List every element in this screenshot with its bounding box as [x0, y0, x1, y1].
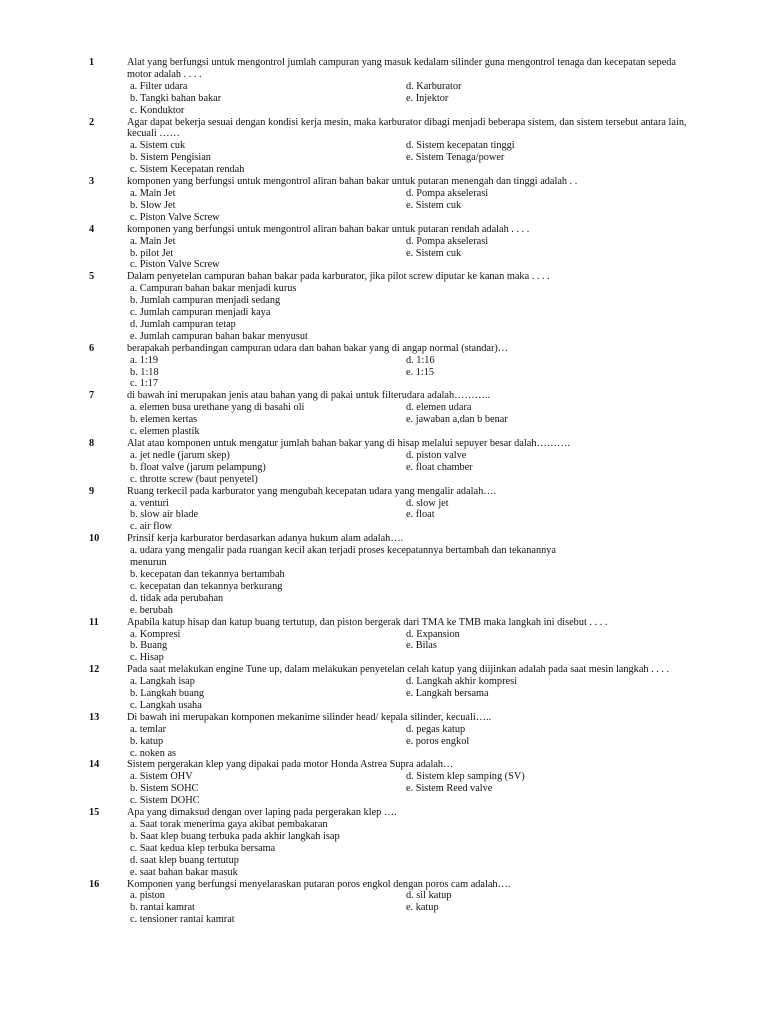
question-number: 14: [89, 759, 100, 771]
answer-option: e. saat bahan bakar masuk: [130, 866, 238, 878]
answer-options: [127, 81, 687, 117]
answer-option: a. Langkah isap: [130, 676, 195, 688]
answer-options: [127, 236, 687, 272]
answer-option: b. Jumlah campuran menjadi sedang: [130, 295, 281, 307]
answer-option: b. elemen kertas: [130, 414, 198, 426]
question-item: [0, 343, 768, 391]
answer-option: c. kecepatan dan tekannya berkurang: [130, 580, 283, 592]
answer-options: [127, 890, 687, 926]
question-item: [0, 390, 768, 438]
question-number: 10: [89, 533, 100, 545]
answer-options: [127, 498, 687, 534]
question-text: Alat yang berfungsi untuk mengontrol jumlah campuran yang masuk kedalam silinder guna mengontrol tenaga dan kecepatan sepeda motor adalah . . . .: [127, 57, 676, 80]
answer-option: e. jawaban a,dan b benar: [406, 414, 508, 426]
answer-option: b. Buang: [130, 640, 168, 652]
answer-option: e. 1:15: [406, 366, 435, 378]
answer-option: d. Sistem kecepatan tinggi: [406, 140, 515, 152]
answer-option: c. throtte screw (baut penyetel): [130, 473, 258, 485]
question-number: 7: [89, 390, 95, 402]
answer-option: a. Sistem cuk: [130, 140, 186, 152]
answer-option: e. Sistem Tenaga/power: [406, 152, 505, 164]
answer-option: d. slow jet: [406, 497, 449, 509]
answer-option: b. Slow Jet: [130, 199, 176, 211]
question-item: [0, 224, 768, 272]
answer-option: d. Pompa akselerasi: [406, 187, 489, 199]
answer-option: c. air flow: [130, 521, 173, 533]
question-item: [0, 271, 768, 342]
answer-option: e. berubah: [130, 604, 173, 616]
answer-option: d. saat klep buang tertutup: [130, 854, 239, 866]
answer-option: a. Saat torak menerima gaya akibat pembakaran: [130, 819, 328, 830]
answer-option: d. Pompa akselerasi: [406, 235, 489, 247]
question-text: Sistem pergerakan klep yang dipakai pada motor Honda Astrea Supra adalah…: [127, 759, 454, 771]
answer-option: c. Piston Valve Screw: [130, 259, 220, 271]
answer-option: a. Kompresi: [130, 628, 181, 640]
answer-option: b. pilot Jet: [130, 247, 174, 259]
answer-option: b. katup: [130, 735, 164, 747]
question-text: Apa yang dimaksud dengan over laping pada pergerakan klep ….: [127, 807, 397, 819]
question-number: 9: [89, 485, 95, 497]
answer-option: a. venturi: [130, 497, 169, 509]
answer-option: c. Konduktor: [130, 104, 185, 116]
question-number: 13: [89, 711, 100, 723]
answer-option: c. Piston Valve Screw: [130, 211, 220, 223]
answer-option: c. Sistem DOHC: [130, 795, 200, 807]
question-number: 11: [89, 616, 99, 628]
answer-option: c. Sistem Kecepatan rendah: [130, 164, 245, 176]
answer-option: d. tidak ada perubahan: [130, 592, 224, 604]
answer-option: b. slow air blade: [130, 509, 199, 521]
answer-options: [127, 724, 687, 760]
answer-option: d. Expansion: [406, 628, 460, 640]
answer-option: d. Karburator: [406, 80, 462, 92]
question-number: 2: [89, 116, 95, 128]
answer-options: [127, 140, 687, 176]
answer-options: [127, 819, 687, 879]
answer-option: d. elemen udara: [406, 402, 472, 414]
answer-option: e. float: [406, 509, 435, 521]
answer-option: a. Filter udara: [130, 80, 188, 92]
question-item: [0, 533, 768, 616]
question-number: 15: [89, 807, 100, 819]
answer-option: e. Bilas: [406, 640, 437, 652]
question-item: [0, 807, 768, 878]
answer-option: c. Jumlah campuran menjadi kaya: [130, 307, 271, 319]
answer-options: [127, 188, 687, 224]
answer-option: c. tensioner rantai kamrat: [130, 914, 235, 926]
answer-option: a. Campuran bahan bakar menjadi kurus: [130, 283, 297, 295]
answer-options: [127, 283, 687, 343]
answer-option: b. kecepatan dan tekannya bertambah: [130, 568, 285, 580]
question-item: [0, 57, 768, 117]
answer-option: d. piston valve: [406, 449, 467, 461]
question-number: 1: [89, 57, 95, 68]
answer-option: e. float chamber: [406, 461, 473, 473]
answer-option: e. poros engkol: [406, 735, 470, 747]
question-text: Ruang terkecil pada karburator yang mengubah kecepatan udara yang mengalir adalah….: [127, 485, 497, 497]
question-text: Alat atau komponen untuk mengatur jumlah bahan bakar yang di hisap melalui sepuyer besar dalah……….: [127, 438, 570, 449]
answer-option: e. Injektor: [406, 92, 449, 104]
question-text: komponen yang berfungsi untuk mengontrol aliran bahan bakar untuk putaran rendah adalah . . . .: [127, 223, 530, 235]
question-item: [0, 117, 768, 177]
question-item: [0, 486, 768, 534]
answer-option: e. Sistem cuk: [406, 247, 462, 259]
answer-option: b. Sistem Pengisian: [130, 152, 211, 164]
answer-option: b. Tangki bahan bakar: [130, 92, 222, 104]
question-number: 4: [89, 223, 95, 235]
answer-option: c. Langkah usaha: [130, 699, 202, 711]
answer-option: d. sil katup: [406, 890, 452, 902]
question-item: [0, 176, 768, 224]
answer-option: e. Sistem Reed valve: [406, 783, 493, 795]
question-text: Pada saat melakukan engine Tune up, dalam melakukan penyetelan celah katup yang diijinkan adalah pada saat mesin langkah . . . .: [127, 664, 670, 676]
answer-option: d. pegas katup: [406, 723, 466, 735]
answer-option: e. Sistem cuk: [406, 199, 462, 211]
answer-option: a. udara yang mengalir pada ruangan kecil akan terjadi proses kecepatannya bertambah dan tekanannya: [130, 545, 556, 557]
answer-options: [127, 545, 687, 616]
answer-option: b. Langkah buang: [130, 688, 205, 700]
question-number: 8: [89, 438, 95, 449]
answer-option: a. 1:19: [130, 354, 159, 366]
answer-option: d. Jumlah campuran tetap: [130, 318, 236, 330]
answer-option: e. Jumlah campuran bahan bakar menyusut: [130, 330, 308, 342]
answer-option: a. Main Jet: [130, 235, 176, 247]
answer-option: a. elemen busa urethane yang di basahi oli: [130, 402, 305, 414]
question-text: Di bawah ini merupakan komponen mekanime silinder head/ kepala silinder, kecuali…..: [127, 711, 492, 723]
question-item: [0, 617, 768, 665]
answer-option: b. Sistem SOHC: [130, 783, 199, 795]
answer-option: menurun: [130, 557, 167, 569]
question-number: 6: [89, 342, 95, 354]
answer-option: a. jet nedle (jarum skep): [130, 449, 230, 461]
question-number: 5: [89, 271, 95, 283]
answer-option: e. katup: [406, 902, 439, 914]
answer-option: c. Hisap: [130, 652, 164, 664]
question-item: [0, 879, 768, 927]
answer-options: [127, 450, 687, 486]
answer-option: e. Langkah bersama: [406, 688, 489, 700]
question-item: [0, 759, 768, 807]
question-text: Apabila katup hisap dan katup buang tertutup, dan piston bergerak dari TMA ke TMB maka langkah ini disebut . . . .: [127, 616, 608, 628]
answer-option: c. Saat kedua klep terbuka bersama: [130, 842, 276, 854]
question-text: di bawah ini merupakan jenis atau bahan yang di pakai untuk filterudara adalah………..: [127, 390, 491, 402]
answer-options: [127, 629, 687, 665]
question-text: Komponen yang berfungsi menyelaraskan putaran poros engkol dengan poros cam adalah….: [127, 878, 511, 890]
answer-options: [127, 402, 687, 438]
answer-option: d. Sistem klep samping (SV): [406, 771, 525, 783]
answer-option: d. 1:16: [406, 354, 435, 366]
question-number: 12: [89, 664, 100, 676]
question-number: 16: [89, 878, 100, 890]
question-text: berapakah perbandingan campuran udara dan bahan bakar yang di angap normal (standar)…: [127, 342, 509, 354]
answer-option: a. temlar: [130, 723, 167, 735]
answer-options: [127, 676, 687, 712]
answer-option: b. Saat klep buang terbuka pada akhir langkah isap: [130, 830, 340, 842]
answer-option: a. Sistem OHV: [130, 771, 193, 783]
question-text: Dalam penyetelan campuran bahan bakar pada karburator, jika pilot screw diputar ke kanan maka . . . .: [127, 271, 550, 283]
answer-option: a. piston: [130, 890, 165, 902]
answer-option: b. float valve (jarum pelampung): [130, 461, 266, 473]
answer-option: d. Langkah akhir kompresi: [406, 676, 517, 688]
question-text: Agar dapat bekerja sesuai dengan kondisi kerja mesin, maka karburator dibagi menjadi beberapa sistem, dan sistem tersebut antara lain, kecuali ……: [127, 116, 687, 140]
answer-option: c. 1:17: [130, 378, 159, 390]
answer-option: b. 1:18: [130, 366, 159, 378]
answer-option: a. Main Jet: [130, 187, 176, 199]
answer-option: b. rantai kamrat: [130, 902, 195, 914]
question-number: 3: [89, 176, 95, 188]
question-item: [0, 712, 768, 760]
question-text: Prinsif kerja karburator berdasarkan adanya hukum alam adalah….: [127, 533, 404, 545]
answer-options: [127, 355, 687, 391]
question-item: [0, 438, 768, 486]
answer-option: c. noken as: [130, 747, 177, 759]
answer-options: [127, 771, 687, 807]
answer-option: c. elemen plastik: [130, 426, 200, 438]
question-item: [0, 664, 768, 712]
question-text: komponen yang berfungsi untuk mengontrol aliran bahan bakar untuk putaran menengah dan tinggi adalah . .: [127, 176, 578, 188]
